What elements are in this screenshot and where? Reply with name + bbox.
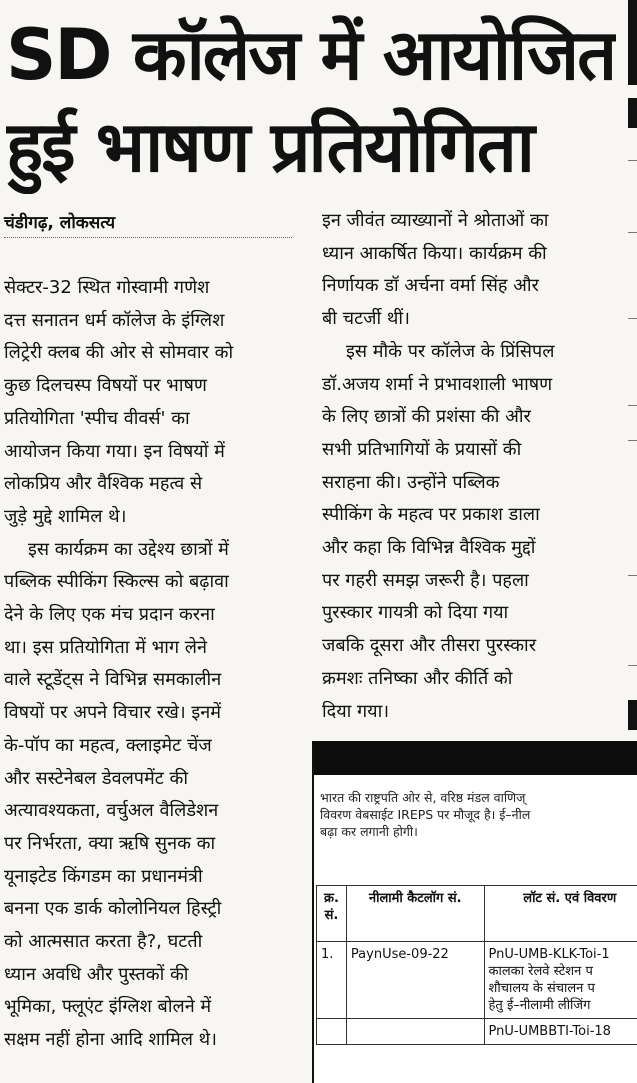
paragraph: [4, 534, 296, 1057]
text-line: लोकप्रिय और वैश्विक महत्व से: [4, 473, 203, 495]
table-header-row: [317, 886, 637, 942]
text-line: दत्त सनातन धर्म कॉलेज के इंग्लिश: [4, 309, 225, 331]
notice-header-bar: [314, 741, 637, 775]
text-line: जबकि दूसरा और तीसरा पुरस्कार: [322, 635, 537, 657]
auction-table: [316, 885, 637, 1045]
railway-auction-notice: [312, 741, 637, 1083]
text-line: लिट्रेरी क्लब की ओर से सोमवार को: [4, 342, 234, 364]
text-line: के लिए छात्रों की प्रशंसा की और: [322, 406, 531, 428]
text-line: और सस्टेनेबल डेवलपमेंट की: [4, 767, 189, 789]
text-line: देने के लिए एक मंच प्रदान करना: [4, 604, 215, 626]
adjacent-article-edge: [626, 0, 637, 730]
article-column-2: [322, 205, 612, 740]
text-line: था। इस प्रतियोगिता में भाग लेने: [4, 636, 207, 658]
text-line: आयोजन किया गया। इन विषयों में: [4, 440, 225, 462]
text-line: भूमिका, फ्लूएंट इंग्लिश बोलने में: [4, 996, 212, 1018]
paragraph: [322, 205, 612, 336]
dateline: चंडीगढ़, लोकसत्य: [4, 210, 292, 238]
notice-line: बढ़ा कर लगानी होगी।: [320, 824, 418, 839]
text-line: वाले स्टूडेंट्स ने विभिन्न समकालीन: [4, 669, 222, 691]
text-line: स्पीकिंग के महत्व पर प्रकाश डाला: [322, 504, 540, 526]
text-line: कुछ दिलचस्प विषयों पर भाषण: [4, 375, 207, 397]
notice-line: विवरण वेबसाईट IREPS पर मौजूद है। ई–नील: [320, 807, 531, 822]
text-line: क्रमशः तनिष्का और कीर्ति को: [322, 667, 513, 689]
notice-body: [320, 789, 637, 840]
text-line: यूनाइटेड किंगडम का प्रधानमंत्री: [4, 865, 203, 887]
text-line: अत्यावश्यकता, वर्चुअल वैलिडेशन: [4, 800, 219, 822]
notice-line: भारत की राष्ट्रपति ओर से, वरिष्ठ मंडल वाणिज्: [320, 790, 526, 805]
headline-line-1: SD कॉलेज में आयोजित: [6, 14, 616, 96]
article-column-1: [4, 272, 296, 1078]
text-line: दिया गया।: [322, 700, 390, 722]
text-line: पुरस्कार गायत्री को दिया गया: [322, 602, 509, 624]
headline: [6, 10, 616, 194]
header-sr: क्र. सं.: [317, 886, 347, 942]
cell-sr: [317, 1019, 347, 1045]
paragraph: [4, 272, 296, 534]
text-line: विषयों पर अपने विचार रखे। इनमें: [4, 702, 221, 724]
header-catalog: नीलामी कैटलॉग सं.: [346, 886, 484, 942]
text-line: निर्णायक डॉ अर्चना वर्मा सिंह और: [322, 275, 539, 297]
text-line: ध्यान अवधि और पुस्तकों की: [4, 963, 189, 985]
cell-lot: [484, 942, 637, 1019]
text-line: डॉ.अजय शर्मा ने प्रभावशाली भाषण: [322, 373, 553, 395]
text-line: प्रतियोगिता 'स्पीच वीवर्स' का: [4, 407, 190, 429]
headline-line-2: हुई भाषण प्रतियोगिता: [6, 106, 533, 188]
text-line: को आत्मसात करता है?, घटती: [4, 931, 203, 953]
text-line: सेक्टर-32 स्थित गोस्वामी गणेश: [4, 277, 210, 298]
table-row: [317, 942, 637, 1019]
text-line: और कहा कि विभिन्न वैश्विक मुद्दों: [322, 537, 536, 559]
text-line: जुड़े मुद्दे शामिल थे।: [4, 505, 127, 527]
text-line: इस मौके पर कॉलेज के प्रिंसिपल: [346, 340, 555, 362]
cell-sr: 1.: [317, 942, 347, 1019]
lot-line: हेतु ई–नीलामी लीजिंग: [488, 998, 591, 1013]
text-line: सराहना की। उन्होंने पब्लिक: [322, 471, 500, 493]
table-row: [317, 1019, 637, 1045]
text-line: पब्लिक स्पीकिंग स्किल्स को बढ़ावा: [4, 571, 229, 593]
cell-catalog: [346, 1019, 484, 1045]
lot-line: कालका रेलवे स्टेशन प: [488, 964, 593, 979]
text-line: सक्षम नहीं होना आदि शामिल थे।: [4, 1029, 217, 1051]
text-line: इन जीवंत व्याख्यानों ने श्रोताओं का: [322, 210, 549, 231]
text-line: ध्यान आकर्षित किया। कार्यक्रम की: [322, 242, 547, 264]
paragraph: [322, 336, 612, 728]
text-line: के-पॉप का महत्व, क्लाइमेट चेंज: [4, 734, 212, 756]
text-line: सभी प्रतिभागियों के प्रयासों की: [322, 438, 522, 460]
text-line: बनना एक डार्क कोलोनियल हिस्ट्री: [4, 898, 222, 920]
cell-lot: [484, 1019, 637, 1045]
text-line: बी चटर्जी थीं।: [322, 308, 410, 330]
lot-line: शौचालय के संचालन प: [488, 981, 595, 996]
text-line: पर गहरी समझ जरूरी है। पहला: [322, 569, 529, 591]
header-lot: लॉट सं. एवं विवरण: [484, 886, 637, 942]
text-line: पर निर्भरता, क्या ऋषि सुनक का: [4, 832, 216, 854]
lot-line: PnU-UMBBTI-Toi-18: [488, 1024, 611, 1039]
lot-line: PnU-UMB-KLK-Toi-1: [488, 947, 610, 962]
cell-catalog: PaynUse-09-22: [346, 942, 484, 1019]
text-line: इस कार्यक्रम का उद्देश्य छात्रों में: [28, 538, 229, 560]
